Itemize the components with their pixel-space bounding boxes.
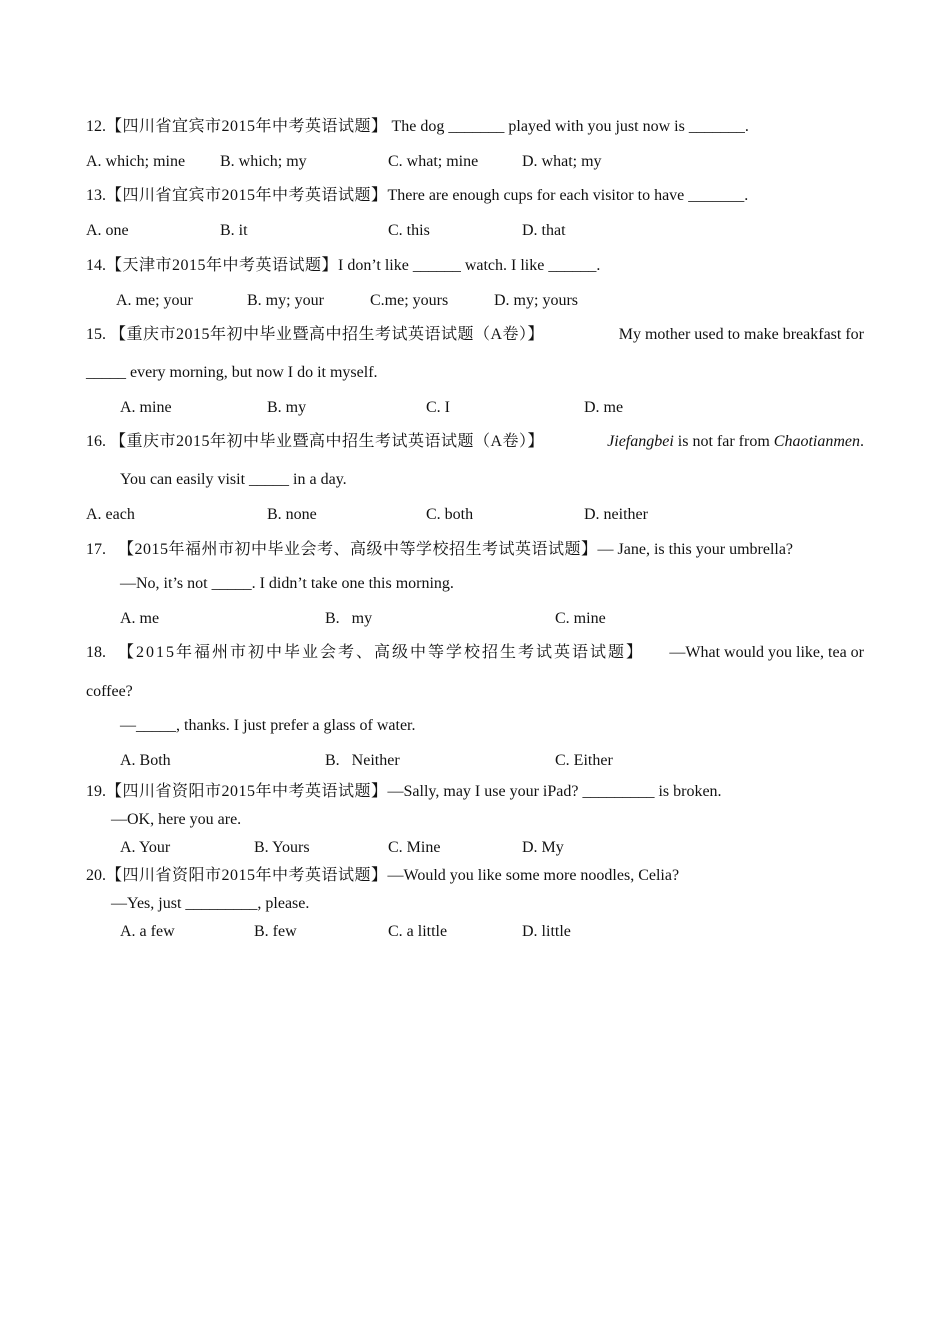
question-source: 【2015年福州市初中毕业会考、高级中等学校招生考试英语试题】	[118, 541, 598, 558]
option-a: A. each	[86, 506, 135, 523]
option-c: C. I	[426, 399, 450, 416]
option-b: B. my	[325, 610, 373, 627]
question-number: 14.	[86, 257, 106, 274]
option-b: B. few	[254, 923, 297, 940]
option-c: C.me; yours	[370, 292, 449, 309]
question-source: 【四川省资阳市2015年中考英语试题】	[106, 783, 388, 800]
question-text: My mother used to make breakfast for	[618, 326, 864, 343]
question-source: 【四川省资阳市2015年中考英语试题】	[106, 867, 388, 884]
question-15-stem-continued: _____ every morning, but now I do it myself.	[86, 364, 378, 381]
question-number: 19.	[86, 783, 106, 800]
question-text: — Jane, is this your umbrella?	[597, 541, 794, 558]
question-text: —What would you like, tea or	[669, 644, 864, 661]
question-text: The dog _______ played with you just now is _______.	[387, 118, 749, 135]
option-d: D. neither	[584, 506, 648, 523]
option-d: D. little	[522, 923, 571, 940]
question-18-stem	[86, 643, 864, 663]
option-a: A. one	[86, 222, 129, 239]
option-b: B. Neither	[325, 752, 400, 769]
question-17-stem-continued: —No, it’s not _____. I didn’t take one this morning.	[120, 575, 454, 592]
question-source: 【重庆市2015年初中毕业暨高中招生考试英语试题（A卷）】	[110, 433, 545, 450]
question-19-stem	[86, 782, 722, 802]
option-c: C. both	[426, 506, 474, 523]
option-a: A. me	[120, 610, 160, 627]
question-number: 20.	[86, 867, 106, 884]
place-name: Jiefangbei	[607, 433, 674, 450]
question-text: There are enough cups for each visitor to have _______.	[387, 187, 749, 204]
option-c: C. this	[388, 222, 430, 239]
question-source: 【四川省宜宾市2015年中考英语试题】	[106, 187, 388, 204]
question-18-reply: —_____, thanks. I just prefer a glass of water.	[120, 717, 416, 734]
question-text: —Sally, may I use your iPad? _________ is broken.	[387, 783, 722, 800]
question-14-stem	[86, 256, 600, 276]
option-b: B. which; my	[220, 153, 307, 170]
question-number: 18.	[86, 644, 106, 661]
question-20-reply: —Yes, just _________, please.	[111, 895, 310, 912]
question-number: 15.	[86, 326, 106, 343]
option-d: D. My	[522, 839, 564, 856]
question-source: 【重庆市2015年初中毕业暨高中招生考试英语试题（A卷）】	[110, 326, 545, 343]
option-a: A. me; your	[116, 292, 193, 309]
option-b: B. Yours	[254, 839, 310, 856]
question-source: 【2015年福州市初中毕业会考、高级中等学校招生考试英语试题】	[118, 644, 645, 661]
option-d: D. what; my	[522, 153, 602, 170]
option-a: A. which; mine	[86, 153, 186, 170]
question-16-stem-continued: You can easily visit _____ in a day.	[120, 471, 347, 488]
option-a: A. mine	[120, 399, 172, 416]
option-c: C. what; mine	[388, 153, 479, 170]
option-d: D. that	[522, 222, 566, 239]
option-b: B. none	[267, 506, 317, 523]
question-16-stem	[86, 432, 864, 452]
option-c: C. a little	[388, 923, 448, 940]
option-a: A. a few	[120, 923, 175, 940]
option-d: D. me	[584, 399, 624, 416]
option-b: B. my	[267, 399, 307, 416]
question-number: 16.	[86, 433, 106, 450]
question-12-stem	[86, 117, 749, 137]
question-text: .	[860, 433, 864, 450]
question-number: 13.	[86, 187, 106, 204]
option-a: A. Both	[120, 752, 171, 769]
place-name: Chaotianmen	[773, 433, 860, 450]
question-text: I don’t like ______ watch. I like ______.	[338, 257, 601, 274]
option-a: A. Your	[120, 839, 171, 856]
question-source: 【四川省宜宾市2015年中考英语试题】	[106, 118, 388, 135]
question-18-stem-continued: coffee?	[86, 683, 133, 700]
option-d: D. my; yours	[494, 292, 578, 309]
question-source: 【天津市2015年中考英语试题】	[106, 257, 339, 274]
option-c: C. mine	[555, 610, 606, 627]
option-c: C. Mine	[388, 839, 441, 856]
question-number: 17.	[86, 541, 106, 558]
question-number: 12.	[86, 118, 106, 135]
option-b: B. it	[220, 222, 248, 239]
option-b: B. my; your	[247, 292, 324, 309]
question-20-stem	[86, 866, 679, 886]
question-text: is not far from	[673, 433, 774, 450]
option-c: C. Either	[555, 752, 613, 769]
question-15-stem	[86, 325, 864, 345]
question-19-reply: —OK, here you are.	[111, 811, 242, 828]
question-text: —Would you like some more noodles, Celia?	[387, 867, 680, 884]
question-17-stem	[86, 540, 793, 560]
question-13-stem	[86, 186, 748, 206]
